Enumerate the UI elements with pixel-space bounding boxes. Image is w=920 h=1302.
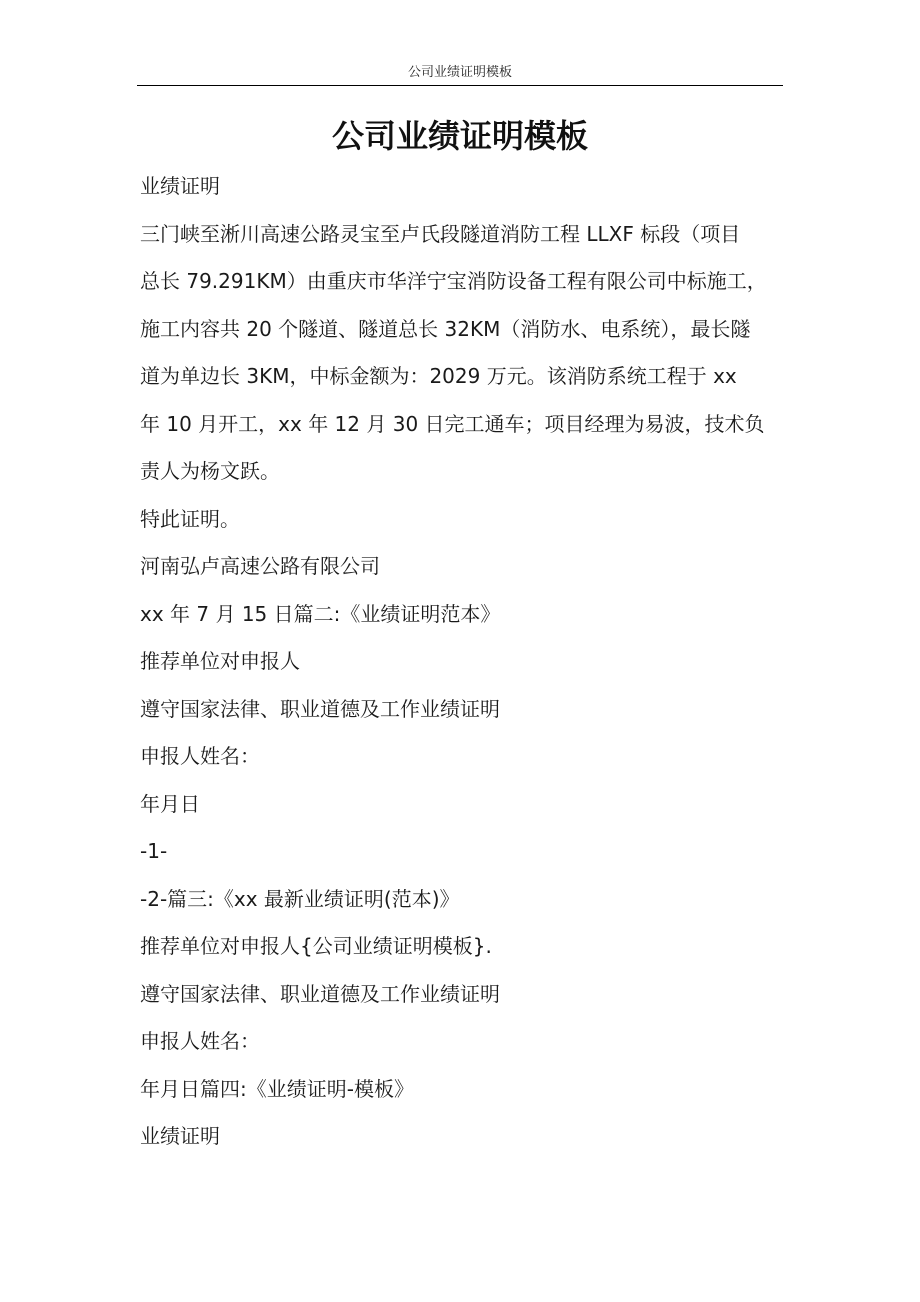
paragraph-line: 道为单边长 3KM，中标金额为：2029 万元。该消防系统工程于 xx: [140, 364, 737, 388]
paragraph-line: 年月日篇四:《业绩证明-模板》: [140, 1076, 414, 1101]
paragraph-line: xx 年 7 月 15 日篇二:《业绩证明范本》: [140, 601, 501, 626]
paragraph-line: 特此证明。: [140, 506, 240, 531]
paragraph-line: 河南弘卢高速公路有限公司: [140, 554, 380, 578]
page-number-line: -1-: [140, 839, 168, 863]
paragraph-line: -2-篇三:《xx 最新业绩证明(范本)》: [140, 886, 460, 911]
header-divider: [137, 85, 783, 86]
paragraph-line: 业绩证明: [140, 174, 220, 198]
paragraph-line: 年月日: [140, 791, 200, 816]
paragraph-line: 年 10 月开工，xx 年 12 月 30 日完工通车；项目经理为易波，技术负: [140, 411, 765, 436]
paragraph-line: 施工内容共 20 个隧道、隧道总长 32KM（消防水、电系统），最长隧: [140, 316, 751, 341]
paragraph-line: 总长 79.291KM）由重庆市华洋宁宝消防设备工程有限公司中标施工，: [140, 269, 767, 293]
paragraph-line: 推荐单位对申报人: [140, 649, 300, 673]
paragraph-line: 遵守国家法律、职业道德及工作业绩证明: [140, 981, 500, 1006]
paragraph-line: 申报人姓名：: [140, 1029, 260, 1053]
document-body: [140, 163, 800, 1161]
paragraph-line: 三门峡至淅川高速公路灵宝至卢氏段隧道消防工程 LLXF 标段（项目: [140, 221, 741, 246]
paragraph-line: 推荐单位对申报人{公司业绩证明模板}.: [140, 934, 492, 958]
paragraph-line: 遵守国家法律、职业道德及工作业绩证明: [140, 696, 500, 721]
running-header: 公司业绩证明模板: [407, 65, 512, 80]
paragraph-line: 业绩证明: [140, 1124, 220, 1148]
paragraph-line: 申报人姓名：: [140, 744, 260, 768]
document-title: 公司业绩证明模板: [331, 117, 588, 155]
paragraph-line: 责人为杨文跃。: [140, 459, 280, 483]
